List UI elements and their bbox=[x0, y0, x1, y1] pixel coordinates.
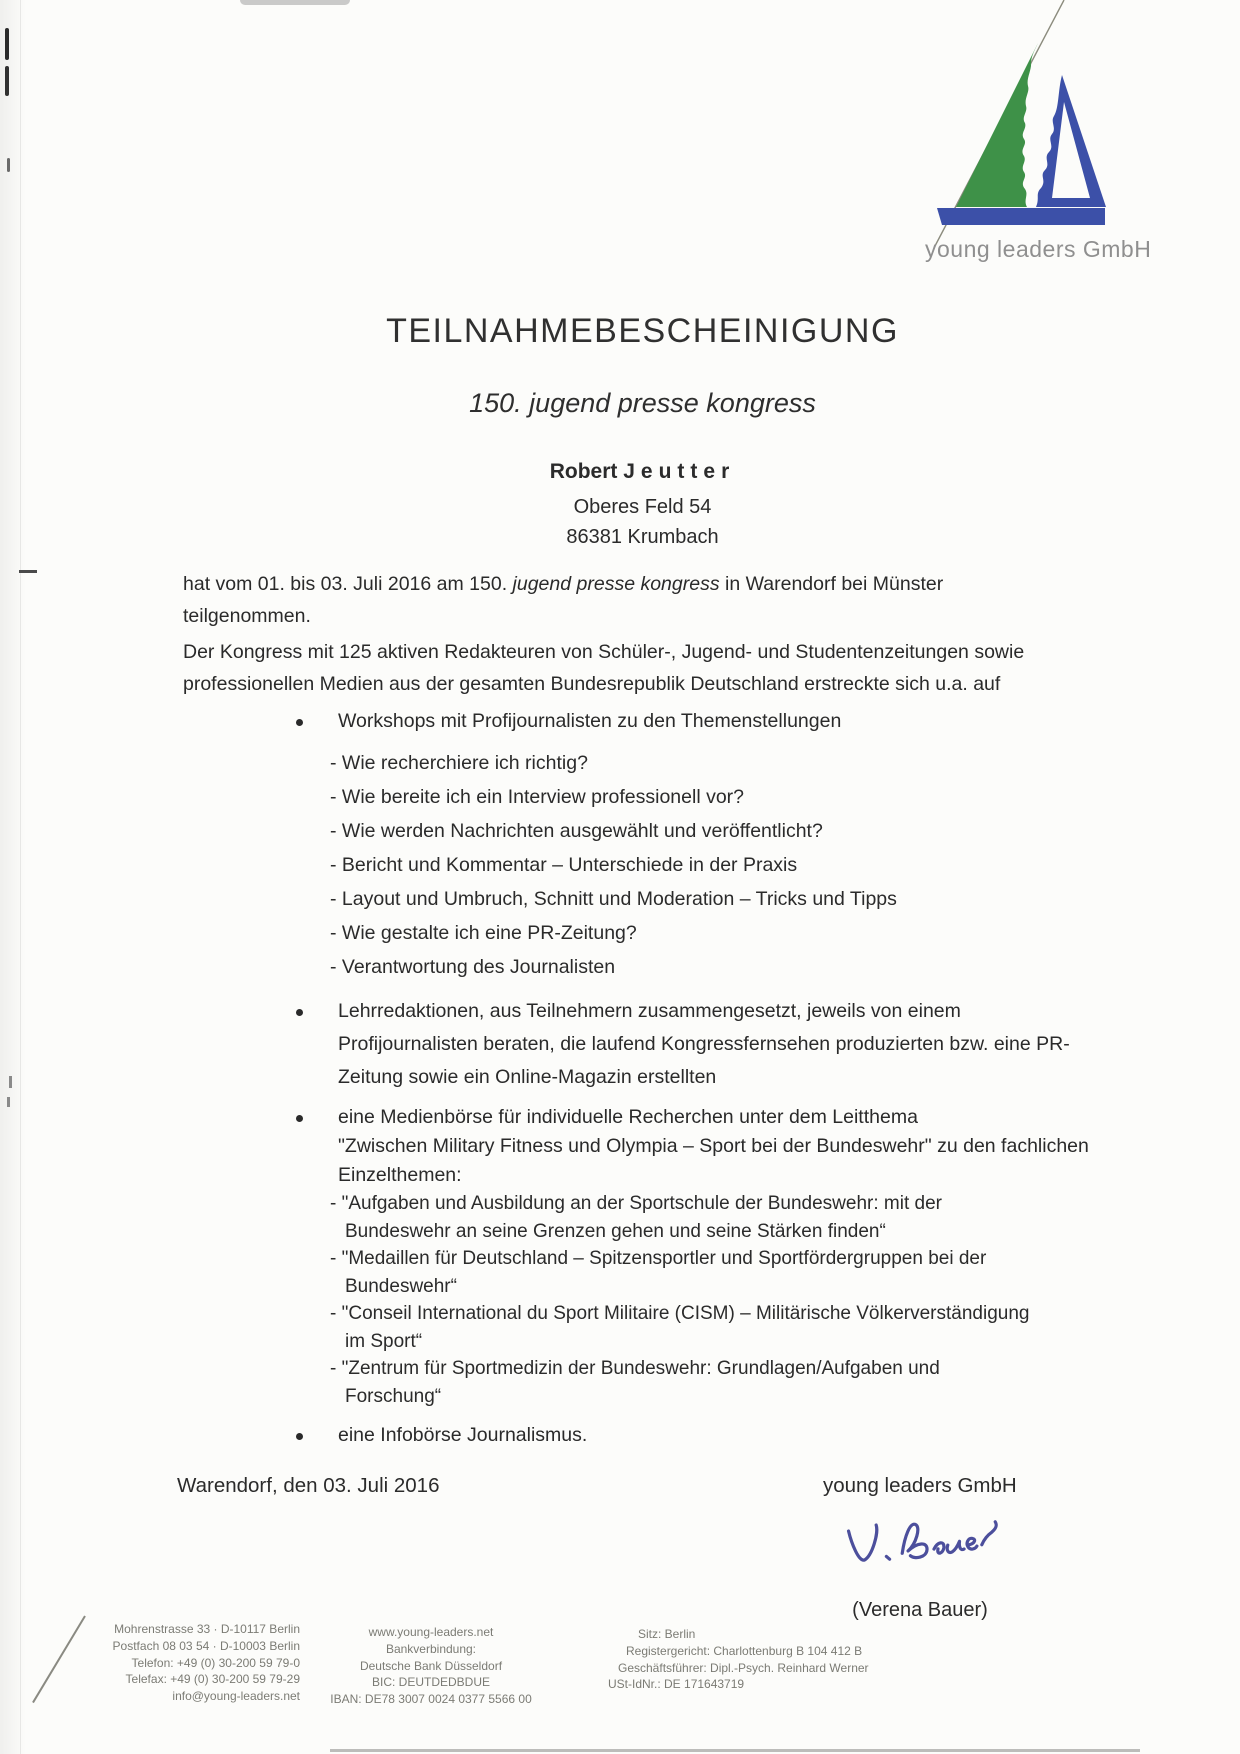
recipient-city: 86381 Krumbach bbox=[566, 526, 719, 548]
theme-item: Forschung“ bbox=[345, 1386, 442, 1407]
bullet-medienboerse: "Zwischen Military Fitness und Olympia – Sport bei der Bundeswehr" zu den fachlichen bbox=[338, 1135, 1089, 1157]
intro-line: hat vom 01. bis 03. Juli 2016 am 150. jugend presse kongress in Warendorf bei Münster bbox=[183, 573, 944, 595]
footer-bank-block bbox=[300, 1624, 562, 1708]
theme-item: - "Zentrum für Sportmedizin der Bundeswehr: Grundlagen/Aufgaben und bbox=[330, 1358, 940, 1379]
scan-smudge bbox=[240, 0, 350, 5]
signer-name: (Verena Bauer) bbox=[852, 1599, 988, 1621]
bullet-workshops: Workshops mit Profijournalisten zu den Themenstellungen bbox=[338, 710, 842, 732]
bullet-lehrredaktionen: Lehrredaktionen, aus Teilnehmern zusammengesetzt, jeweils von einem bbox=[338, 1000, 961, 1022]
bullet-marker bbox=[296, 1009, 303, 1016]
theme-item: - "Medaillen für Deutschland – Spitzensportler und Sportfördergruppen bei der bbox=[330, 1248, 987, 1269]
footer-address-line: Mohrenstrasse 33 · D-10117 Berlin bbox=[114, 1622, 300, 1636]
intro-line: professionellen Medien aus der gesamten Bundesrepublik Deutschland erstreckte sich u.a. auf bbox=[183, 673, 1001, 695]
young-leaders-logo bbox=[900, 0, 1115, 260]
intro-line: teilgenommen. bbox=[183, 605, 311, 627]
footer-iban: IBAN: DE78 3007 0024 0377 5566 00 bbox=[330, 1692, 532, 1707]
workshop-topic: - Wie bereite ich ein Interview professionell vor? bbox=[330, 786, 745, 808]
logo-blue-triangle bbox=[1036, 75, 1106, 207]
scan-edge-line bbox=[20, 0, 21, 1754]
bullet-marker bbox=[296, 719, 303, 726]
workshop-topic: - Verantwortung des Journalisten bbox=[330, 956, 616, 978]
scan-mark bbox=[7, 1097, 10, 1107]
scan-mark bbox=[7, 158, 10, 172]
signature-image bbox=[834, 1506, 1009, 1593]
theme-item: im Sport“ bbox=[345, 1331, 423, 1352]
footer-website: www.young-leaders.net bbox=[368, 1625, 494, 1639]
workshop-topic: - Wie gestalte ich eine PR-Zeitung? bbox=[330, 922, 637, 944]
footer-address-block bbox=[40, 1621, 300, 1705]
footer-address-line: Telefax: +49 (0) 30-200 59 79-29 bbox=[125, 1672, 300, 1687]
scan-mark bbox=[5, 66, 9, 96]
bullet-medienboerse: Einzelthemen: bbox=[338, 1164, 462, 1186]
bullet-infoboerse: eine Infobörse Journalismus. bbox=[338, 1424, 588, 1446]
footer-legal-line: Registergericht: Charlottenburg B 104 412 B bbox=[626, 1643, 863, 1658]
scan-mark bbox=[9, 1076, 12, 1088]
intro-line: Der Kongress mit 125 aktiven Redakteuren von Schüler-, Jugend- und Studentenzeitungen sowie bbox=[183, 641, 1025, 663]
scan-mark bbox=[19, 570, 37, 573]
logo-blue-bar bbox=[937, 208, 1105, 225]
page-title: TEILNAHMEBESCHEINIGUNG bbox=[386, 312, 899, 350]
theme-item: Bundeswehr“ bbox=[345, 1276, 457, 1297]
bullet-lehrredaktionen: Zeitung sowie ein Online-Magazin erstellten bbox=[338, 1066, 717, 1088]
bullet-marker bbox=[296, 1433, 303, 1440]
bullet-medienboerse: eine Medienbörse für individuelle Recherchen unter dem Leitthema bbox=[338, 1106, 918, 1128]
recipient-street: Oberes Feld 54 bbox=[573, 496, 712, 518]
recipient-name: Robert Jeutter bbox=[549, 460, 736, 483]
date-line: Warendorf, den 03. Juli 2016 bbox=[177, 1474, 440, 1497]
workshop-topic: - Wie werden Nachrichten ausgewählt und veröffentlicht? bbox=[330, 820, 823, 842]
footer-legal-line: Geschäftsführer: Dipl.-Psych. Reinhard Werner bbox=[618, 1660, 869, 1675]
logo-company-name: young leaders GmbH bbox=[925, 236, 1152, 262]
footer-legal-line: Sitz: Berlin bbox=[638, 1627, 696, 1641]
theme-item: - "Aufgaben und Ausbildung an der Sportschule der Bundeswehr: mit der bbox=[330, 1193, 942, 1214]
footer-bic: BIC: DEUTDEDBDUE bbox=[371, 1675, 490, 1690]
closing-company: young leaders GmbH bbox=[823, 1474, 1017, 1497]
footer-address-line: Telefon: +49 (0) 30-200 59 79-0 bbox=[131, 1655, 300, 1670]
workshop-topic: - Bericht und Kommentar – Unterschiede in der Praxis bbox=[330, 854, 798, 876]
footer-bank-line: Bankverbindung: bbox=[385, 1641, 477, 1656]
page-subtitle: 150. jugend presse kongress bbox=[469, 388, 816, 418]
footer-address-line: Postfach 08 03 54 · D-10003 Berlin bbox=[112, 1638, 300, 1653]
theme-item: Bundeswehr an seine Grenzen gehen und seine Stärken finden“ bbox=[345, 1221, 886, 1242]
workshop-topic: - Layout und Umbruch, Schnitt und Moderation – Tricks und Tipps bbox=[330, 888, 897, 910]
workshop-topic: - Wie recherchiere ich richtig? bbox=[330, 752, 588, 774]
footer-bank-line: Deutsche Bank Düsseldorf bbox=[359, 1658, 503, 1673]
scan-streak bbox=[330, 1749, 1140, 1752]
scan-mark bbox=[5, 28, 9, 60]
footer-legal-block bbox=[608, 1626, 938, 1693]
bullet-lehrredaktionen: Profijournalisten beraten, die laufend Kongressfernsehen produzierten bzw. eine PR- bbox=[338, 1033, 1070, 1055]
footer-legal-line: USt-IdNr.: DE 171643719 bbox=[608, 1677, 745, 1692]
theme-item: - "Conseil International du Sport Militaire (CISM) – Militärische Völkerverständigung bbox=[330, 1303, 1030, 1324]
footer-email: info@young-leaders.net bbox=[172, 1689, 300, 1704]
bullet-marker bbox=[296, 1115, 303, 1122]
